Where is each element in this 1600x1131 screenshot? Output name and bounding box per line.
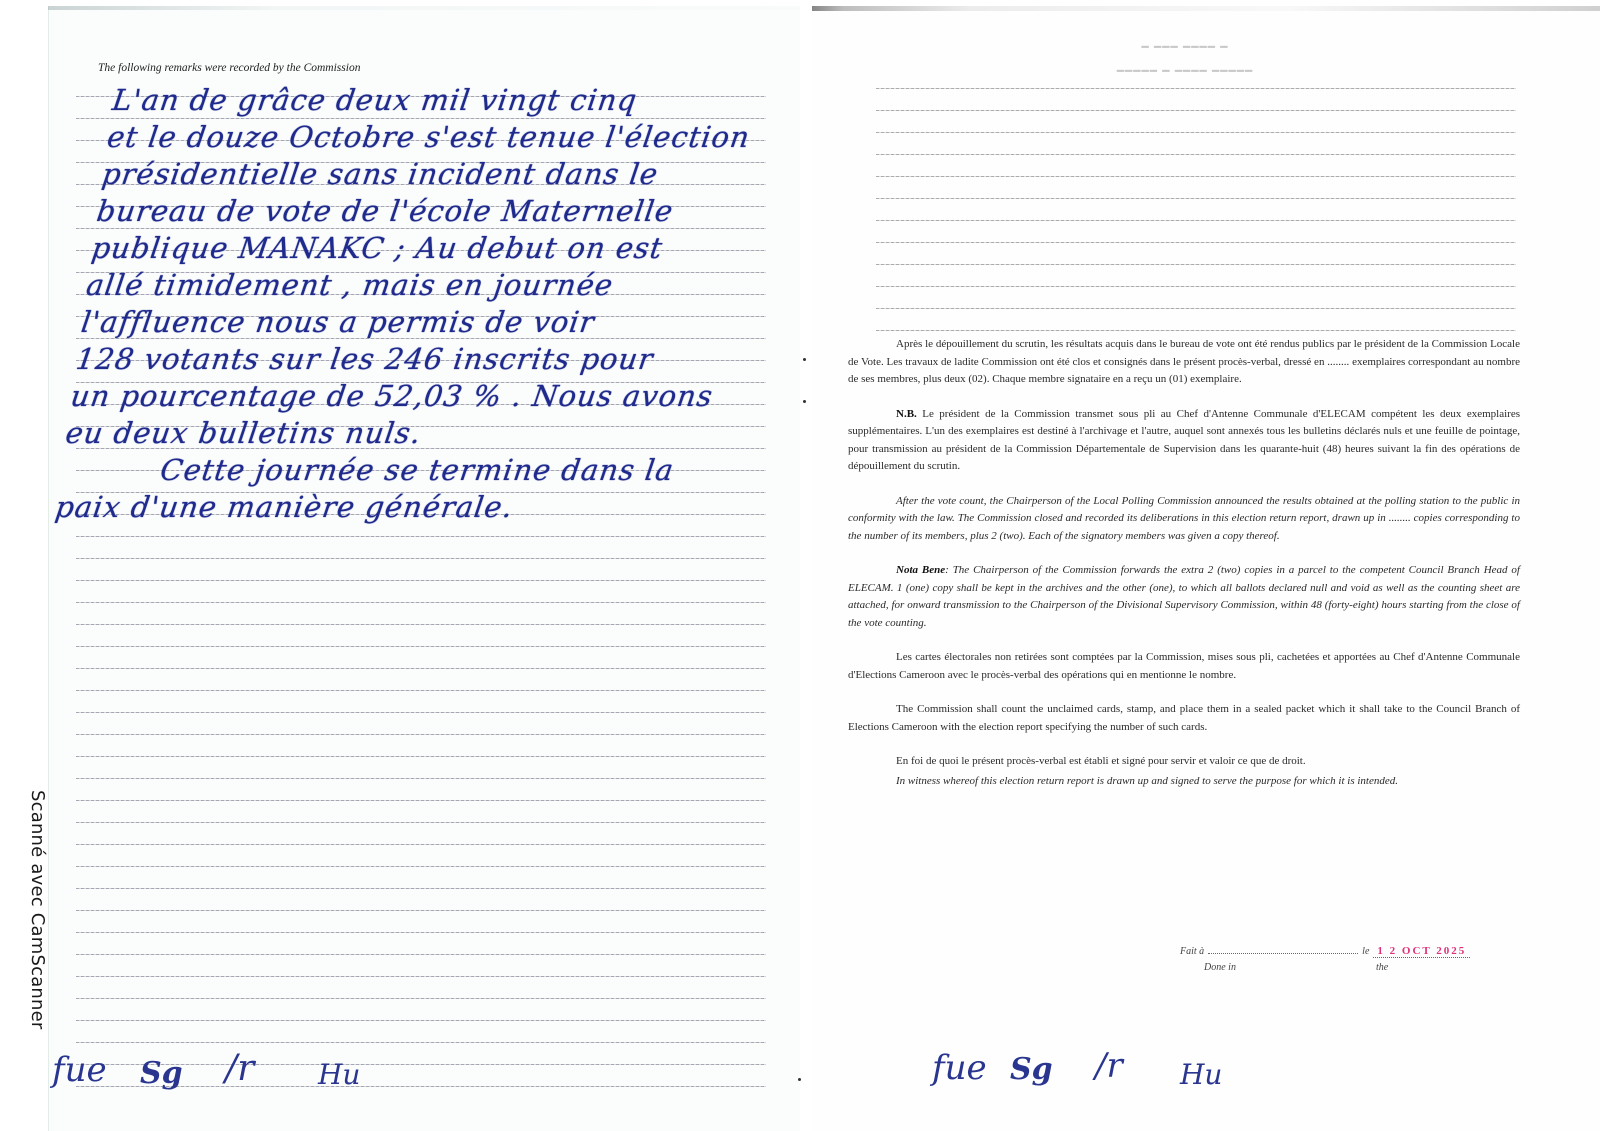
page-edge bbox=[48, 6, 800, 10]
signature: Sg bbox=[140, 1056, 183, 1091]
signature: Hu bbox=[318, 1058, 361, 1091]
ruled-line bbox=[76, 998, 766, 999]
paragraph-witness-en: In witness whereof this election return report is drawn up and signed to serve the purpose for which it is intended. bbox=[896, 774, 1398, 787]
signature: fue bbox=[52, 1050, 107, 1090]
ruled-line bbox=[76, 712, 766, 713]
remark-line: l'affluence nous a permis de voir bbox=[79, 305, 598, 339]
ruled-line bbox=[876, 176, 1516, 177]
le-label: le bbox=[1362, 946, 1370, 957]
ruled-line bbox=[876, 264, 1516, 265]
ruled-line bbox=[76, 646, 766, 647]
done-in-label: Done in bbox=[1204, 962, 1236, 973]
ruled-line bbox=[876, 88, 1516, 89]
signoff-block bbox=[1180, 944, 1500, 973]
remark-line: bureau de vote de l'école Maternelle bbox=[94, 194, 676, 228]
ruled-line bbox=[76, 910, 766, 911]
right-ruled-lines bbox=[876, 88, 1516, 352]
faded-show-through-heading: ━ ━━━ ━━━━ ━ ━━━━━ ━ ━━━━ ━━━━━ bbox=[1116, 40, 1254, 78]
ruled-line bbox=[76, 668, 766, 669]
paragraph-cards-en: The Commission shall count the unclaimed cards, stamp, and place them in a sealed packet which it shall take to the Council Branch of Elections Cameroon with the election report specifying the number of such cards. bbox=[848, 703, 1520, 733]
paragraph-cards-fr: Les cartes électorales non retirées sont comptées par la Commission, mises sous pli, cachetées et apportées au Chef d'Antenne Communale d'Elections Cameroon avec le procès-verbal des opérations qui en mentionne le nombre. bbox=[848, 651, 1520, 681]
ruled-line bbox=[876, 330, 1516, 331]
signature: Hu bbox=[1180, 1058, 1223, 1091]
signature: /r bbox=[225, 1048, 255, 1089]
ruled-line bbox=[76, 734, 766, 735]
ruled-line bbox=[76, 1020, 766, 1021]
page-edge bbox=[812, 6, 1600, 11]
remark-line: présidentielle sans incident dans le bbox=[99, 157, 661, 191]
remark-line: paix d'une manière générale. bbox=[53, 490, 516, 524]
ruled-line bbox=[76, 822, 766, 823]
ruled-line bbox=[76, 756, 766, 757]
remarks-header: The following remarks were recorded by the Commission bbox=[98, 62, 361, 74]
remark-line: eu deux bulletins nuls. bbox=[63, 416, 424, 450]
ruled-line bbox=[876, 198, 1516, 199]
remark-line: Cette journée se termine dans la bbox=[158, 453, 677, 487]
ruled-line bbox=[76, 558, 766, 559]
date-stamp: 1 2 OCT 2025 bbox=[1373, 945, 1470, 958]
ruled-line bbox=[76, 624, 766, 625]
ruled-line bbox=[76, 536, 766, 537]
ruled-line bbox=[76, 602, 766, 603]
remark-line: un pourcentage de 52,03 % . Nous avons bbox=[68, 379, 716, 413]
paragraph-witness-fr: En foi de quoi le présent procès-verbal est établi et signé pour servir et valoir ce que de droit. bbox=[896, 755, 1306, 767]
margin-dot bbox=[798, 1078, 801, 1081]
ruled-line bbox=[76, 844, 766, 845]
paragraph-nb-fr: N.B. Le président de la Commission transmet sous pli au Chef d'Antenne Communale d'ELECAM compétent les deux exemplaires supplémentaires. L'un des exemplaires est destiné à l'archivage et l'autre, auquel sont annexés tous les bulletins déclarés nuls et une feuille de pointage, pour transmission au président de la Commission Départementale de Supervision dans les quarante-huit (48) heures suivant la fin des opérations de dépouillement du scrutin. bbox=[848, 407, 1520, 472]
ruled-line bbox=[76, 888, 766, 889]
margin-dot bbox=[803, 358, 806, 361]
remark-line: publique MANAKC ; Au debut on est bbox=[89, 231, 666, 265]
paragraph-nota-bene-en: Nota Bene: The Chairperson of the Commission forwards the extra 2 (two) copies in a parcel to the competent Council Branch Head of ELECAM. 1 (one) copy shall be kept in the archives and the other (one), to which all ballots declared null and void as well as the counting sheet are attached, for onward transmission to the Chairperson of the Divisional Supervisory Commission, within 48 (forty-eight) hours starting from the close of the vote counting. bbox=[848, 564, 1520, 629]
ruled-line bbox=[76, 976, 766, 977]
ruled-line bbox=[876, 242, 1516, 243]
ruled-line bbox=[76, 1042, 766, 1043]
paragraph-results-fr: Après le dépouillement du scrutin, les résultats acquis dans le bureau de vote ont été rendus publics par le président de la Commission Locale de Vote. Les travaux de ladite Commission ont été clos et consignés dans le présent procès-verbal, dressé en ........ exemplaires correspondant au nombre de ses membres, plus deux (02). Chaque membre signataire en a reçu un (01) exemplaire. bbox=[848, 338, 1520, 385]
signature: /r bbox=[1095, 1046, 1123, 1086]
ruled-line bbox=[76, 778, 766, 779]
place-blank bbox=[1208, 944, 1358, 954]
ruled-line bbox=[76, 580, 766, 581]
ruled-line bbox=[876, 110, 1516, 111]
signature: Sg bbox=[1010, 1052, 1053, 1087]
ruled-line bbox=[876, 286, 1516, 287]
ruled-line bbox=[876, 308, 1516, 309]
margin-dot bbox=[803, 400, 806, 403]
legal-text-block bbox=[848, 336, 1520, 807]
signature: fue bbox=[932, 1048, 987, 1088]
ruled-line bbox=[76, 932, 766, 933]
remark-line: et le douze Octobre s'est tenue l'élection bbox=[105, 120, 753, 154]
paragraph-results-en: After the vote count, the Chairperson of the Local Polling Commission announced the results obtained at the polling station to the public in conformity with the law. The Commission closed and recorded its deliberations in this election return report, drawn up in ........ copies corresponding to the number of its members, plus 2 (two). Each of the signatory members was given a copy thereof. bbox=[848, 494, 1520, 542]
ruled-line bbox=[76, 800, 766, 801]
ruled-line bbox=[76, 954, 766, 955]
remark-line: allé timidement , mais en journée bbox=[84, 268, 616, 302]
fait-a-label: Fait à bbox=[1180, 946, 1205, 957]
camscanner-watermark: Scanné avec CamScanner bbox=[27, 790, 48, 1030]
the-label: the bbox=[1375, 962, 1389, 973]
nota-bene-label: Nota Bene bbox=[896, 564, 946, 576]
ruled-line bbox=[876, 132, 1516, 133]
nb-label: N.B. bbox=[896, 407, 917, 420]
ruled-line bbox=[76, 690, 766, 691]
remark-line: L'an de grâce deux mil vingt cinq bbox=[110, 83, 640, 117]
ruled-line bbox=[876, 220, 1516, 221]
ruled-line bbox=[76, 866, 766, 867]
handwritten-remarks bbox=[53, 82, 795, 526]
remark-line: 128 votants sur les 246 inscrits pour bbox=[73, 342, 656, 376]
ruled-line bbox=[876, 154, 1516, 155]
